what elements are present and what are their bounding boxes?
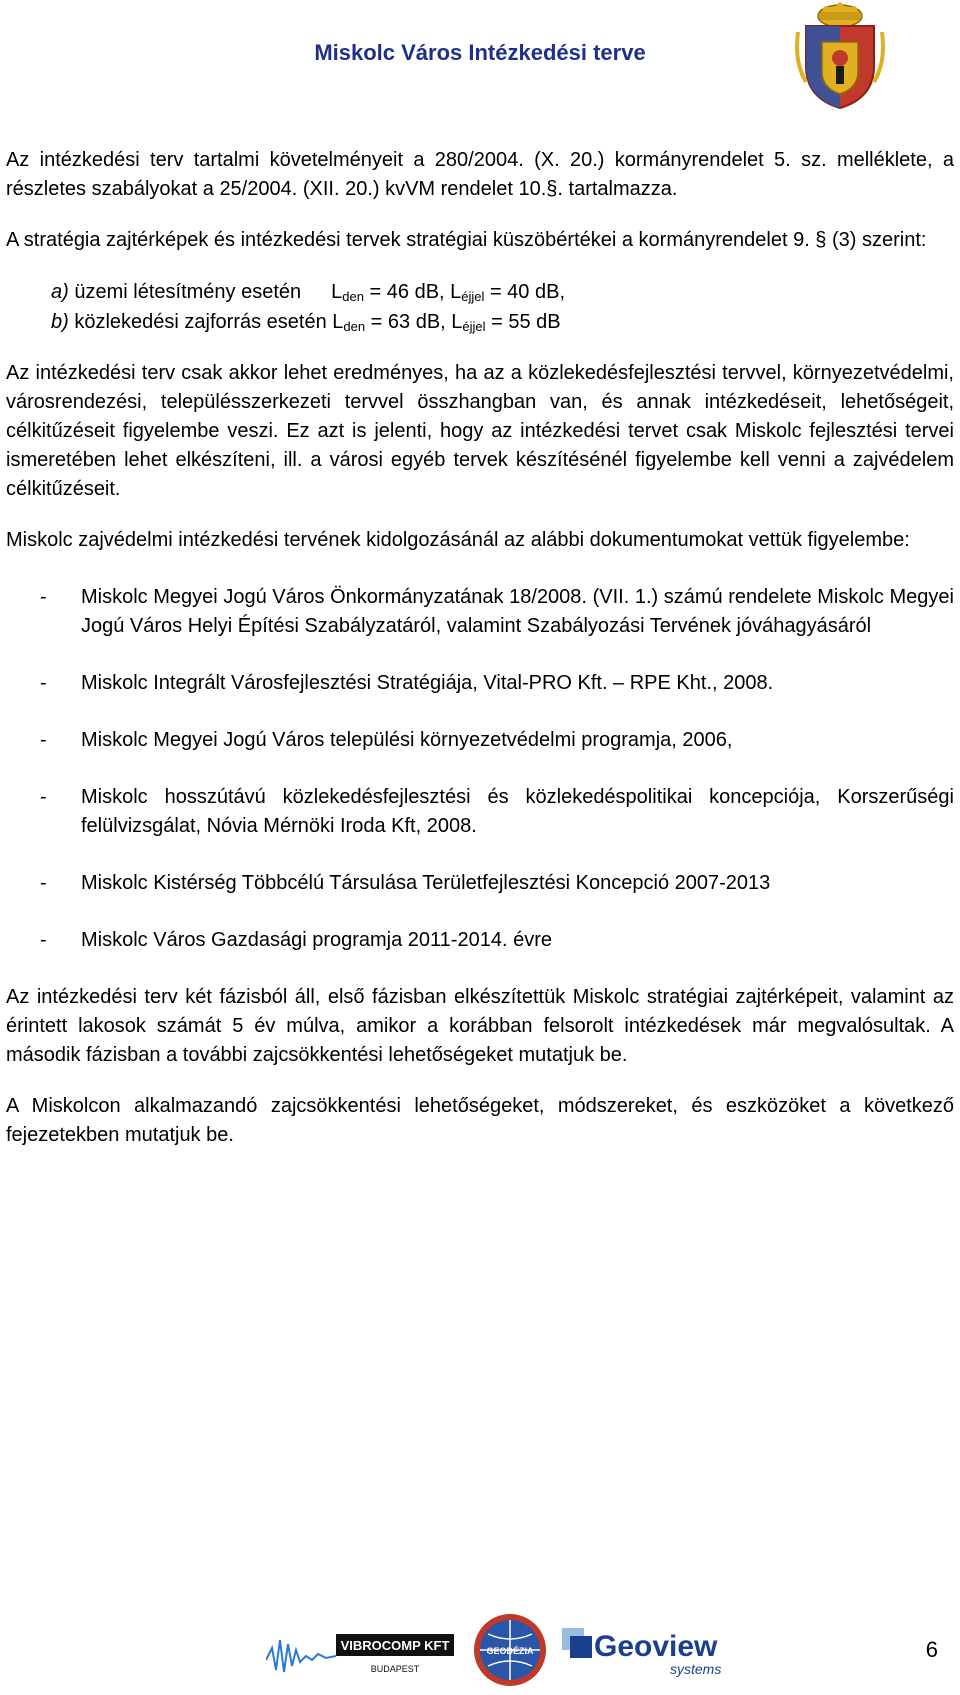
list-dash: - [40,586,47,608]
vibrocomp-logo-icon [266,1630,456,1680]
page-header-title: Miskolc Város Intézkedési terve [314,40,646,65]
threshold-a [51,277,954,307]
threshold-b-ejjel-value: = 55 dB [485,311,561,333]
document-body [6,146,954,1150]
threshold-a-ejjel-sub: éjjel [461,289,485,304]
paragraph-thresholds-intro: A stratégia zajtérképek és intézkedési tervek stratégiai küszöbértékei a kormányrendelet 9. § (3) szerint: [6,229,927,251]
list-dash: - [40,729,47,751]
threshold-a-text: üzemi létesítmény esetén [74,281,302,303]
threshold-b [51,307,954,337]
vibrocomp-logo-sub: BUDAPEST [370,1664,420,1674]
page-number: 6 [925,1637,938,1662]
list-dash: - [40,872,47,894]
list-item [6,669,954,698]
list-item-text: Miskolc Megyei Jogú Város Önkormányzatának 18/2008. (VII. 1.) számú rendelete Miskolc Megyei Jogú Város Helyi Építési Szabályzatáról, valamint Szabályozási Tervének jóváhagyásáról [81,586,954,637]
list-dash: - [40,929,47,951]
list-item [6,583,954,641]
list-item-text: Miskolc Város Gazdasági programja 2011-2014. évre [81,929,552,951]
threshold-b-den-sub: den [343,319,366,334]
list-dash: - [40,672,47,694]
list-item-text: Miskolc hosszútávú közlekedésfejlesztési és közlekedéspolitikai koncepciója, Korszerűségi felülvizsgálat, Nóvia Mérnöki Iroda Kft, 2008. [81,786,954,837]
list-dash: - [40,786,47,808]
paragraph-phases: Az intézkedési terv két fázisból áll, első fázisban elkészítettük Miskolc stratégiai zajtérképeit, valamint az érintett lakosok számát 5 év múlva, amikor a korábban felsorolt intézkedések már megvalósultak. A második fázisban a további zajcsökkentési lehetőségeket mutatjuk be. [6,986,954,1066]
paragraph-methods: A Miskolcon alkalmazandó zajcsökkentési lehetőségeket, módszereket, és eszközöket a következő fejezetekben mutatjuk be. [6,1095,954,1146]
threshold-a-den-value: = 46 dB, L [363,281,462,303]
list-item-text: Miskolc Kistérség Többcélú Társulása Területfejlesztési Koncepció 2007-2013 [81,872,771,894]
geoview-logo-sub: systems [670,1661,722,1677]
threshold-b-marker: b) [51,311,69,333]
threshold-b-ejjel-sub: éjjel [462,319,486,334]
geoview-logo-icon [560,1622,730,1678]
geoview-logo-text: Geoview [594,1630,718,1663]
threshold-a-den-sub: den [342,289,364,304]
paragraph-plan-consistency: Az intézkedési terv csak akkor lehet eredményes, ha az a közlekedésfejlesztési tervvel, környezetvédelmi, városrendezési, településszerkezeti tervvel összhangban van, és annak intézkedéseit, lehetőségeit, célkitűzéseit figyelembe veszi. Ez azt is jelenti, hogy az intézkedési tervet csak Miskolc fejlesztési tervei ismeretében lehet elkészíteni, ill. a városi egyéb tervek készítésénél figyelembe kell venni a zajvédelem célkitűzéseit. [6,362,954,500]
list-item [6,926,954,955]
vibrocomp-logo-text: VIBROCOMP KFT [340,1638,450,1653]
list-item [6,783,954,841]
threshold-a-L: L [331,281,343,303]
list-item-text: Miskolc Megyei Jogú Város települési környezetvédelmi programja, 2006, [81,729,733,751]
paragraph-requirements: Az intézkedési terv tartalmi követelményeit a 280/2004. (X. 20.) kormányrendelet 5. sz. melléklete, a részletes szabályokat a 25/2004. (XII. 20.) kvVM rendelet 10.§. tartalmazza. [6,149,954,200]
threshold-a-ejjel-value: = 40 dB, [484,281,566,303]
list-item [6,726,954,755]
list-item-text: Miskolc Integrált Városfejlesztési Stratégiája, Vital-PRO Kft. – RPE Kht., 2008. [81,672,774,694]
threshold-b-text: közlekedési zajforrás esetén L [74,311,344,333]
threshold-b-den-value: = 63 dB, L [365,311,463,333]
coat-of-arms-icon [792,2,888,112]
threshold-a-marker: a) [51,281,69,303]
paragraph-documents-intro: Miskolc zajvédelmi intézkedési tervének kidolgozásánál az alábbi dokumentumokat vettük figyelembe: [6,529,910,551]
list-item [6,869,954,898]
footer-logos [0,1600,960,1680]
geodezia-logo-icon [470,1610,550,1690]
geodezia-logo-text: GEODÉZIA [486,1646,534,1656]
